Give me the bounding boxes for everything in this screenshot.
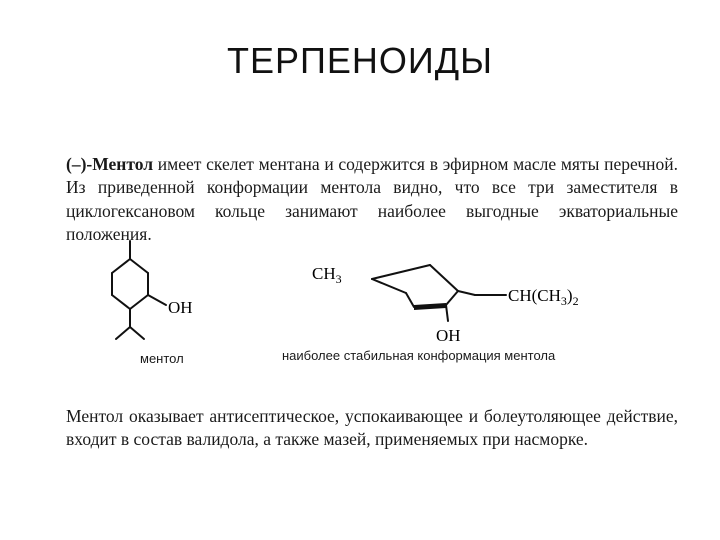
chair-ch3-label: $CH_3$	[312, 264, 342, 286]
scanned-textbook-page	[40, 125, 690, 470]
chair-oh-label: OH	[436, 326, 461, 345]
chair-ring-bonds	[372, 265, 506, 321]
slide-title: ТЕРПЕНОИДЫ	[226, 40, 494, 81]
menthol-ring-bonds	[112, 241, 166, 339]
paragraph-menthol-description	[66, 153, 678, 247]
paragraph-menthol-action: Ментол оказывает антисептическое, успокаивающее и болеутоляющее действие, входит в состав валидола, а также мазей, применяемых при насморке.	[66, 405, 678, 449]
menthol-chair-conformation	[310, 255, 610, 355]
menthol-caption: ментол	[140, 351, 184, 366]
menthol-bold-term: (–)-Ментол	[66, 153, 154, 174]
chair-front-wedge	[414, 303, 446, 310]
chair-isopropyl-label: $CH(CH_3)_2$	[508, 286, 579, 308]
menthol-skeletal-structure	[90, 235, 230, 355]
conformation-caption: наиболее стабильная конформация ментола	[282, 348, 556, 363]
menthol-oh-label: OH	[168, 298, 193, 317]
page-crop-edge	[40, 465, 690, 475]
paragraph1-text: имеет скелет ментана и содержится в эфирном масле мяты перечной. Из приведенной конформации ментола видно, что все три заместителя в циклогексановом кольце занимают наиболее выгодные экваториальные положения.	[66, 153, 678, 244]
structure-figures	[40, 235, 690, 375]
